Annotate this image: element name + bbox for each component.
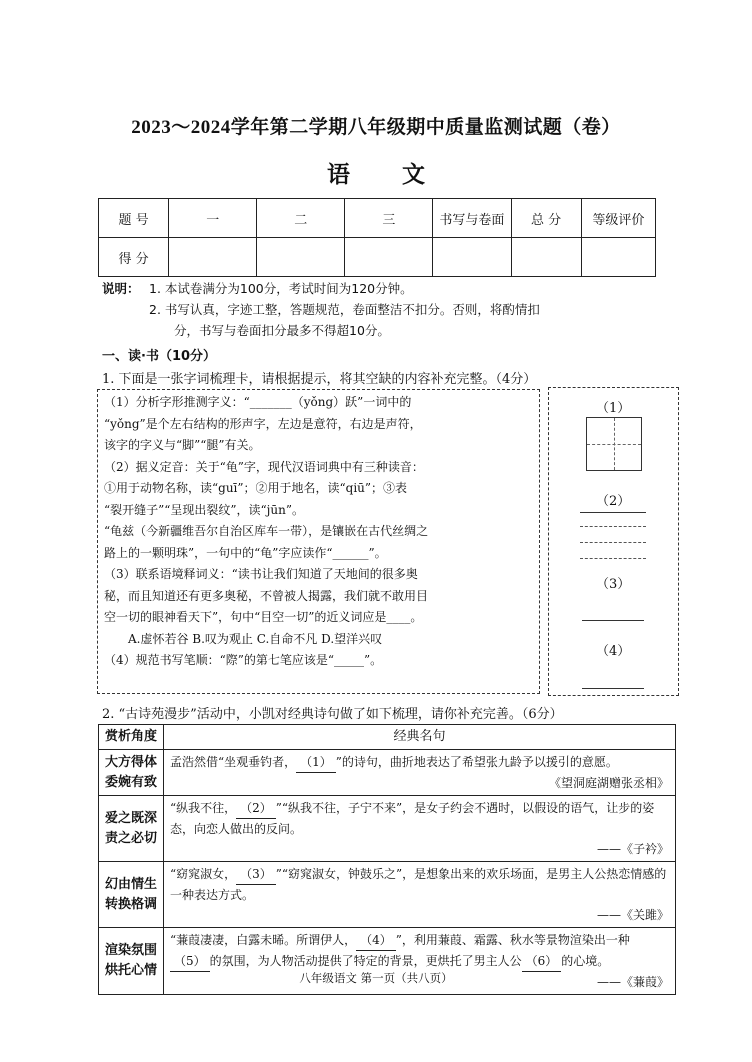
table-row (99, 862, 676, 928)
note-item: 分，书写与卷面扣分最多不得超10分。 (174, 323, 390, 338)
fill-blank[interactable]: （3） (236, 864, 276, 885)
card-line: A.虚怀若谷 B.叹为观止 C.自命不凡 D.望洋兴叹 (128, 631, 383, 646)
poem-text: 的心境。 (561, 954, 610, 968)
table-row (99, 725, 676, 750)
page-title: 2023～2024学年第二学期八年级期中质量监测试题（卷） (131, 117, 621, 138)
card-line: （4）规范书写笔顺：“際”的第七笔应该是“_____”。 (104, 653, 383, 667)
score-header-cell: 一 (169, 199, 257, 238)
score-header-cell: 题 号 (99, 199, 169, 238)
note-item: 1. 本试卷满分为100分，考试时间为120分钟。 (149, 281, 413, 296)
angle-cell: 幻由情生转换格调 (99, 862, 164, 928)
poem-header-cell: 赏析角度 (99, 725, 164, 750)
answer-label: （1） (596, 401, 631, 416)
card-line: ①用于动物名称，读“guī”；②用于地名，读“qiū”；③表 (104, 481, 408, 495)
answer-line[interactable] (580, 526, 646, 527)
card-line: （2）据义定音：关于“龟”字，现代汉语词典中有三种读音： (104, 459, 424, 474)
poem-text: ”“窈窕淑女，钟鼓乐之”，是想象出来的欢乐场面，是男主人公热恋情感的一种表达方式。 (170, 867, 667, 902)
score-input-cell[interactable] (169, 238, 257, 277)
poem-content-cell (164, 796, 676, 862)
answer-line[interactable] (580, 512, 646, 513)
page-footer: 八年级语文 第一页（共八页） (299, 971, 453, 985)
card-line: “裂开缝子”“呈现出裂纹”，读“jūn”。 (104, 502, 304, 517)
fill-blank[interactable]: （1） (296, 752, 336, 773)
poem-source: ——《蒹葭》 (596, 975, 669, 989)
table-row (99, 238, 656, 277)
table-row (99, 796, 676, 862)
answer-label: （4） (596, 644, 631, 659)
tianzi-grid[interactable] (586, 417, 642, 471)
card-line: （3）联系语境释词义：“读书让我们知道了天地间的很多奥 (104, 567, 418, 581)
poem-source: ——《子衿》 (596, 842, 669, 856)
score-header-cell: 二 (257, 199, 345, 238)
angle-cell: 渲染氛围烘托心情 (99, 928, 164, 995)
score-input-cell[interactable] (581, 238, 655, 277)
card-line: （1）分析字形推测字义：“_______（yǒng）跃”一词中的 (104, 395, 412, 409)
score-header-cell: 三 (345, 199, 433, 238)
poem-text: “纵我不往， (170, 801, 237, 815)
angle-cell: 大方得体委婉有致 (99, 750, 164, 796)
card-line: 该字的字义与“脚”“腿”有关。 (104, 438, 261, 452)
card-line: 秘，而且知道还有更多奥秘，不曾被人揭露，我们就不敢用目 (104, 588, 429, 603)
section-title: 一、读·书（10分） (102, 349, 217, 364)
note-item: 2. 书写认真，字迹工整，答题规范，卷面整洁不扣分。否则，将酌情扣 (149, 302, 540, 317)
fill-blank[interactable]: （4） (356, 930, 396, 951)
fill-blank[interactable]: （2） (236, 798, 276, 819)
word-card-content (104, 392, 536, 672)
table-row (99, 199, 656, 238)
poem-text: “蒹葭凄凄，白露未晞。所谓伊人， (170, 933, 357, 947)
poem-text: 孟浩然借“坐观垂钓者， (170, 755, 297, 769)
score-input-cell[interactable] (511, 238, 581, 277)
poem-table (98, 724, 676, 995)
angle-cell: 爱之既深责之必切 (99, 796, 164, 862)
answer-line[interactable] (580, 558, 646, 559)
notes-label: 说明： (102, 281, 140, 296)
answer-label: （2） (596, 494, 631, 509)
answer-label: （3） (596, 577, 631, 592)
question-prompt: 1. 下面是一张字词梳理卡，请根据提示，将其空缺的内容补充完整。（4分） (102, 372, 537, 387)
score-input-cell[interactable] (433, 238, 511, 277)
fill-blank[interactable]: （6） (522, 951, 562, 972)
poem-header-cell: 经典名句 (164, 725, 676, 750)
fill-blank[interactable]: （5） (170, 951, 210, 972)
card-line: “龟兹（今新疆维吾尔自治区库车一带），是镶嵌在古代丝绸之 (104, 524, 429, 538)
score-input-cell[interactable] (345, 238, 433, 277)
poem-text: ”，利用蒹葭、霜露、秋水等景物渲染出一种 (395, 933, 630, 947)
poem-text: ”的诗句，曲折地表达了希望张九龄予以援引的意愿。 (335, 755, 618, 769)
answer-line[interactable] (582, 688, 644, 689)
poem-source: 《望洞庭湖赠张丞相》 (548, 776, 669, 790)
poem-content-cell (164, 750, 676, 796)
poem-source: ——《关雎》 (596, 908, 669, 922)
score-header-cell: 等级评价 (581, 199, 655, 238)
score-header-cell: 书写与卷面 (433, 199, 511, 238)
card-line: 路上的一颗明珠”，一句中的“龟”字应读作“______”。 (104, 545, 387, 560)
score-row-label: 得 分 (99, 238, 169, 277)
card-line: 空一切的眼神看天下”，句中“目空一切”的近义词应是____。 (104, 610, 423, 624)
question-prompt: 2. “古诗苑漫步”活动中，小凯对经典诗句做了如下梳理，请你补充完善。（6分） (102, 707, 563, 722)
poem-text: 的氛围，为人物活动提供了特定的背景，更烘托了男主人公 (209, 954, 522, 968)
score-input-cell[interactable] (257, 238, 345, 277)
answer-line[interactable] (582, 620, 644, 621)
answer-line[interactable] (580, 542, 646, 543)
table-row (99, 750, 676, 796)
card-line: “yǒng”是个左右结构的形声字，左边是意符，右边是声符， (104, 416, 422, 431)
poem-text: ”“纵我不往，子宁不来”，是女子约会不遇时，以假设的语气，让步的姿态，向恋人做出的反问。 (170, 801, 655, 836)
poem-content-cell (164, 862, 676, 928)
score-table (98, 198, 656, 277)
score-header-cell: 总 分 (511, 199, 581, 238)
subject-title: 语 文 (326, 161, 447, 188)
poem-text: “窈窕淑女， (170, 867, 237, 881)
